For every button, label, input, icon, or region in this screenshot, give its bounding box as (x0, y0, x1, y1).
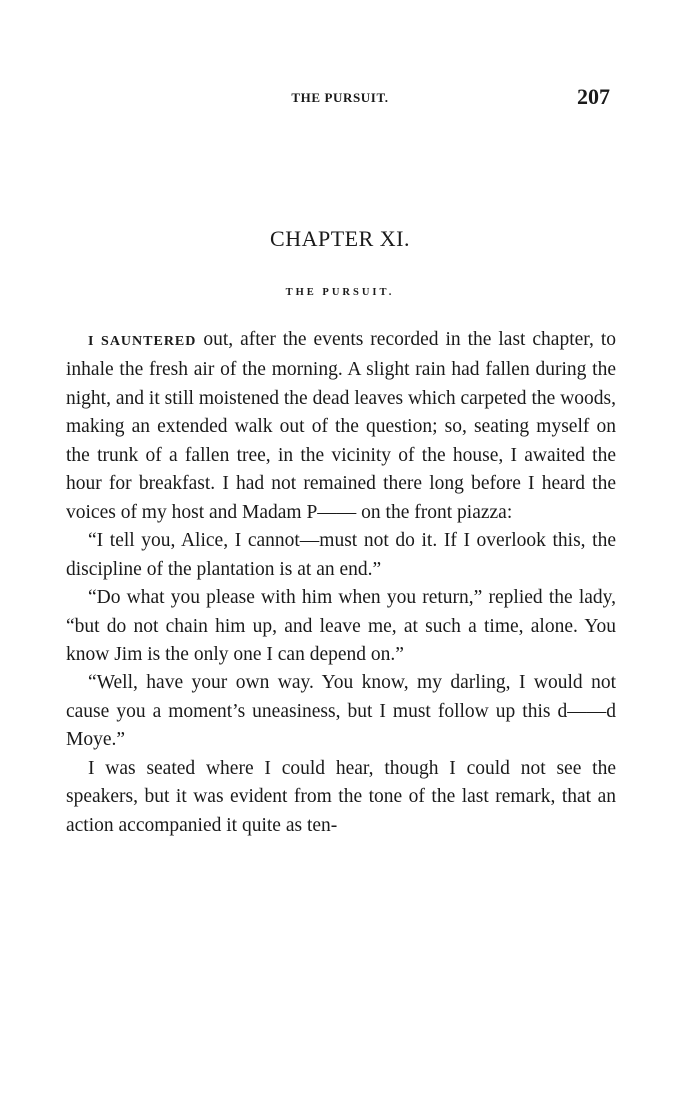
paragraph-text: out, after the events recorded in the last chapter, to inhale the fresh air of the morning. A slight rain had fallen during the night, and it still moistened the dead leaves which carpeted the woods, making an extended walk out of the question; so, seating myself on the trunk of a fallen tree, in the vicinity of the house, I awaited the hour for breakfast. I had not remained there long before I heard the voices of my host and Madam P—— on the front piazza: (66, 329, 616, 523)
paragraph (66, 326, 616, 527)
paragraph: I was seated where I could hear, though I could not see the speakers, but it was evident from the tone of the last remark, that an action accompanied it quite as ten- (66, 757, 616, 836)
chapter-subtitle: THE PURSUIT. (285, 287, 395, 298)
body-text (66, 326, 616, 840)
page-number: 207 (577, 84, 610, 109)
paragraph: “Do what you please with him when you return,” replied the lady, “but do not chain him up, and leave me, at such a time, alone. You know Jim is the only one I can depend on.” (66, 587, 616, 665)
running-title: THE PURSUIT. (291, 90, 389, 105)
running-head (66, 86, 614, 116)
paragraph-dropword: I SAUNTERED (88, 334, 197, 349)
paragraph: “I tell you, Alice, I cannot—must not do it. If I overlook this, the discipline of the plantation is at an end.” (66, 530, 616, 580)
chapter-heading: CHAPTER XI. (270, 226, 410, 251)
paragraph: “Well, have your own way. You know, my darling, I would not cause you a moment’s uneasiness, but I must follow up this d——d Moye.” (66, 672, 616, 751)
